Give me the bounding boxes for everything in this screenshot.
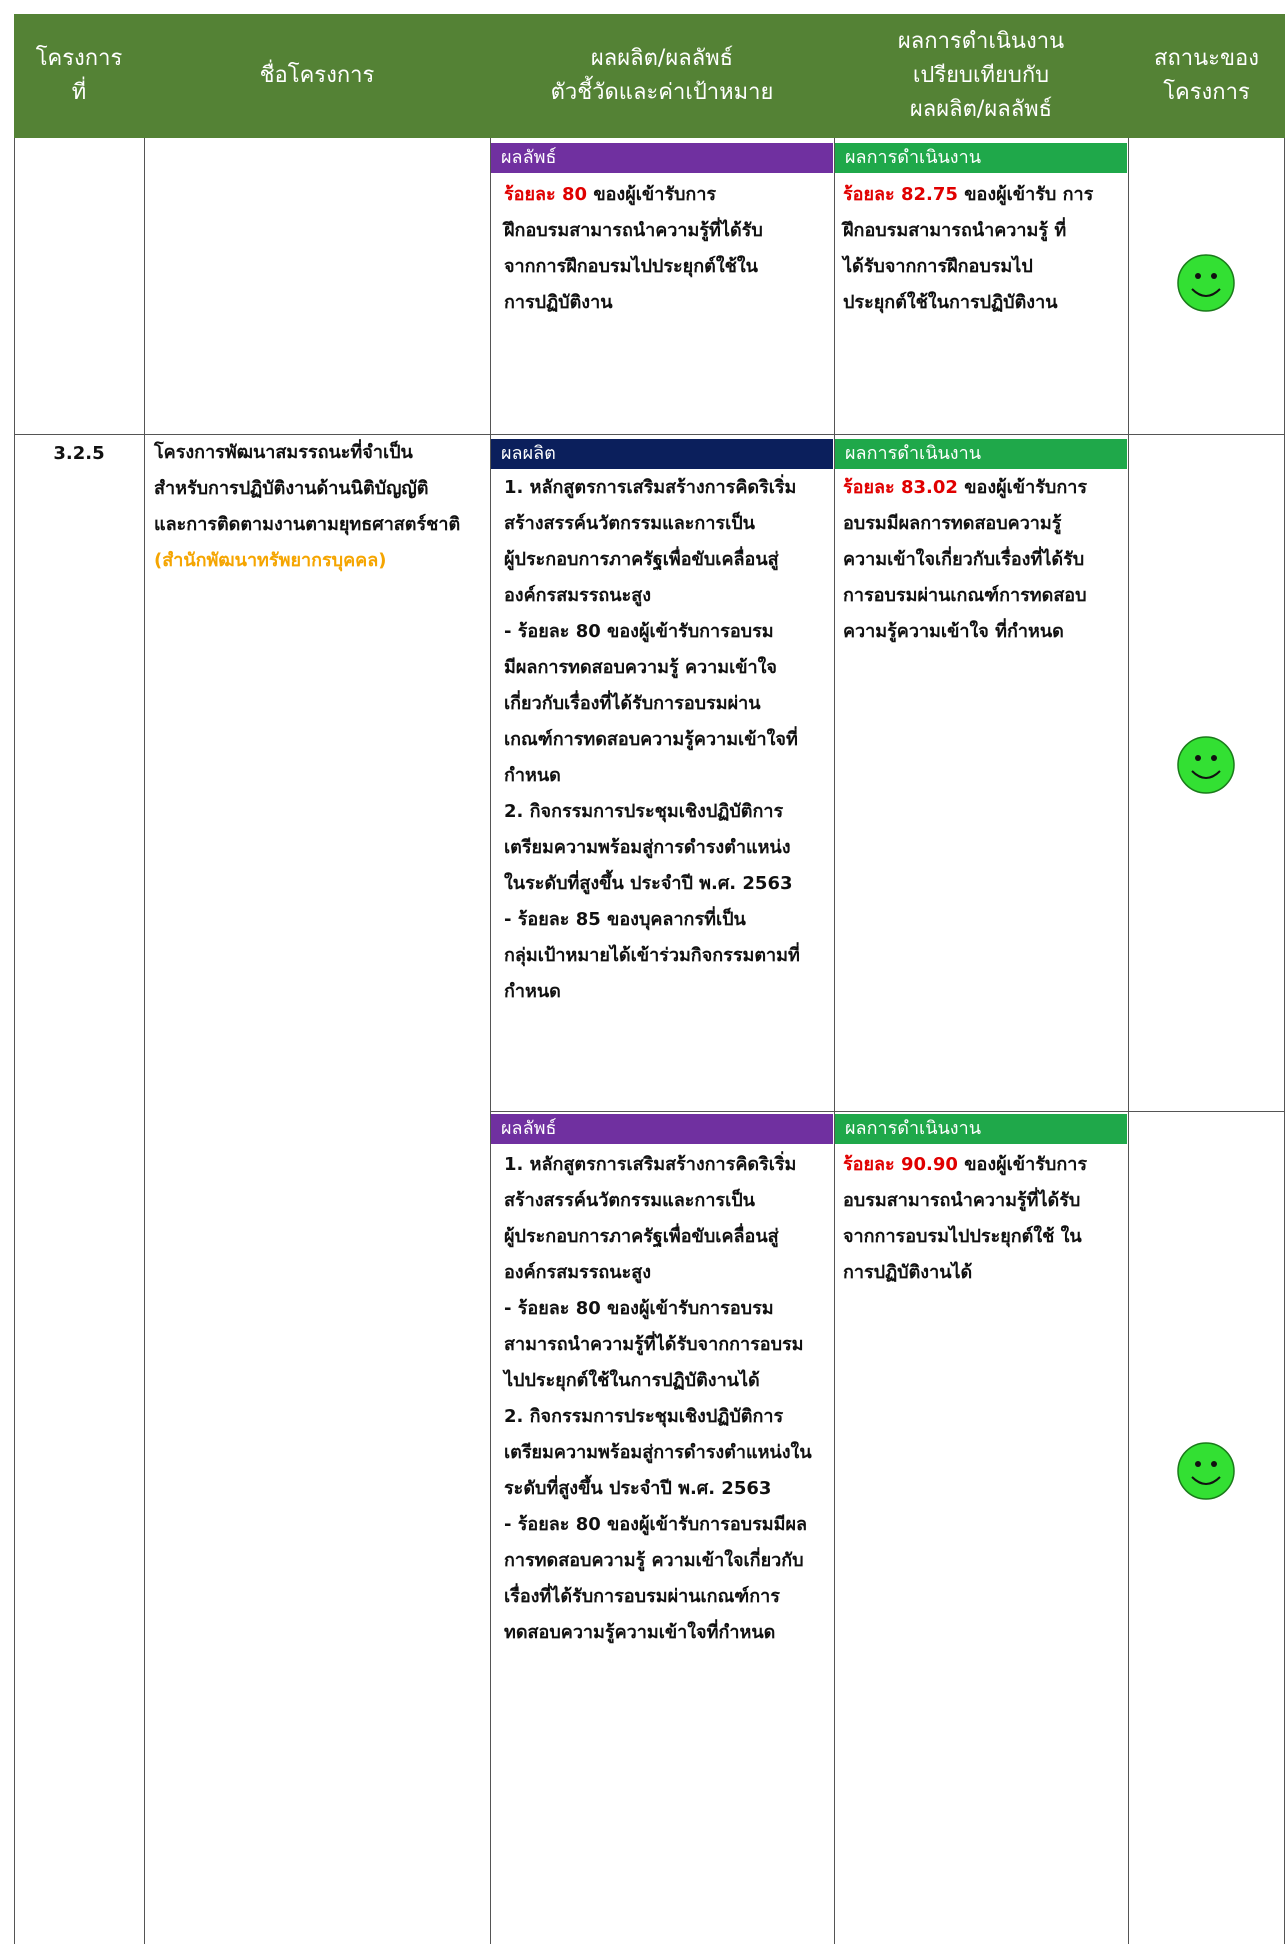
smiley-face-icon: [1176, 253, 1236, 313]
project-number: 3.2.5: [53, 443, 105, 464]
result-label: ผลการดำเนินงาน: [835, 439, 1127, 469]
header-col-status: สถานะของ โครงการ: [1128, 14, 1285, 138]
header-col-target: ผลผลิต/ผลลัพธ์ ตัวชี้วัดและค่าเป้าหมาย: [490, 14, 834, 138]
smiley-face-icon: [1176, 735, 1236, 795]
outcome-indicators: 1. หลักสูตรการเสริมสร้างการคิดริเริ่ม สร้างสรรค์นวัตกรรมและการเป็น ผู้ประกอบการภาครัฐเพื่อขับเคลื่อนสู่ องค์กรสมรรถนะสูง - ร้อยละ 80 ของผู้เข้ารับการอบรม สามารถนำความรู้ที่ได้รับจากการอบรม ไปประยุกต์ใช้ในการปฏิบัติงานได้ 2. กิจกรรมการประชุมเชิงปฏิบัติการ เตรียมความพร้อมสู่การดำรงตำแหน่งใน ระดับที่สูงขึ้น ประจำปี พ.ศ. 2563 - ร้อยละ 80 ของผู้เข้ารับการอบรมมีผล การทดสอบความรู้ ความเข้าใจเกี่ยวกับ เรื่องที่ได้รับการอบรมผ่านเกณฑ์การ ทดสอบความรู้ความเข้าใจที่กำหนด: [504, 1154, 812, 1643]
grid-line: [14, 138, 15, 1944]
result-label: ผลการดำเนินงาน: [835, 1114, 1127, 1144]
result-label: ผลการดำเนินงาน: [835, 143, 1127, 173]
output-result-highlight: ร้อยละ 83.02: [843, 477, 958, 498]
output-indicators: 1. หลักสูตรการเสริมสร้างการคิดริเริ่ม สร้างสรรค์นวัตกรรมและการเป็น ผู้ประกอบการภาครัฐเพื่อขับเคลื่อนสู่ องค์กรสมรรถนะสูง - ร้อยละ 80 ของผู้เข้ารับการอบรม มีผลการทดสอบความรู้ ความเข้าใจ เกี่ยวกับเรื่องที่ได้รับการอบรมผ่าน เกณฑ์การทดสอบความรู้ความเข้าใจที่ กำหนด 2. กิจกรรมการประชุมเชิงปฏิบัติการ เตรียมความพร้อมสู่การดำรงตำแหน่ง ในระดับที่สูงขึ้น ประจำปี พ.ศ. 2563 - ร้อยละ 85 ของบุคลากรที่เป็น กลุ่มเป้าหมายได้เข้าร่วมกิจกรรมตามที่ กำหนด: [504, 477, 800, 1002]
outcome-label: ผลลัพธ์: [491, 143, 833, 173]
header-col-no: โครงการ ที่: [14, 14, 144, 138]
grid-line: [144, 138, 145, 1944]
project-agency: (สำนักพัฒนาทรัพยากรบุคคล): [154, 550, 387, 571]
row1-result-highlight: ร้อยละ 82.75: [843, 184, 958, 205]
row1-result: [843, 177, 1125, 321]
project-name: โครงการพัฒนาสมรรถนะที่จำเป็น สำหรับการปฏิบัติงานด้านนิติบัญญัติ และการติดตามงานตามยุทธศาสตร์ชาติ: [154, 442, 461, 535]
grid-line: [1128, 138, 1129, 1944]
header-col-name: ชื่อโครงการ: [144, 14, 490, 138]
outcome-result-text: ของผู้เข้ารับการ อบรมสามารถนำความรู้ที่ได้รับ จากการอบรมไปประยุกต์ใช้ ใน การปฏิบัติงานได้: [843, 1154, 1087, 1283]
output-label: ผลผลิต: [491, 439, 833, 469]
row1-target-text: ของผู้เข้ารับการ ฝึกอบรมสามารถนำความรู้ที่ได้รับ จากการฝึกอบรมไปประยุกต์ใช้ใน การปฏิบัติงาน: [504, 184, 763, 313]
row1-target-highlight: ร้อยละ 80: [504, 184, 588, 205]
row1-target: [504, 177, 830, 321]
output-result: [843, 470, 1125, 650]
smiley-face-icon: [1176, 1441, 1236, 1501]
grid-line: [834, 138, 835, 1944]
row-divider: [490, 1111, 834, 1112]
output-result-text: ของผู้เข้ารับการ อบรมมีผลการทดสอบความรู้ ความเข้าใจเกี่ยวกับเรื่องที่ได้รับ การอบรมผ่านเกณฑ์การทดสอบ ความรู้ความเข้าใจ ที่กำหนด: [843, 477, 1087, 642]
header-col-result: ผลการดำเนินงาน เปรียบเทียบกับ ผลผลิต/ผลลัพธ์: [834, 14, 1128, 138]
row1-result-text: ของผู้เข้ารับ การ ฝึกอบรมสามารถนำความรู้ ที่ ได้รับจากการฝึกอบรมไป ประยุกต์ใช้ในการปฏิบัติงาน: [843, 184, 1094, 313]
outcome-result-highlight: ร้อยละ 90.90: [843, 1154, 958, 1175]
outcome-result: [843, 1147, 1125, 1291]
row-divider: [834, 1111, 1285, 1112]
grid-line: [490, 138, 491, 1944]
outcome-label: ผลลัพธ์: [491, 1114, 833, 1144]
